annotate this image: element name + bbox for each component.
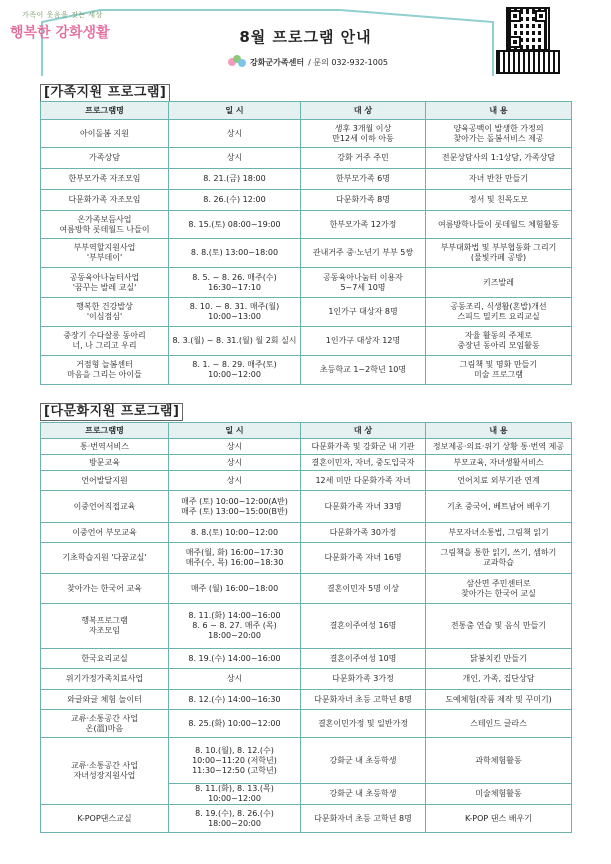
cell-line: 결혼이민가정 및 일반가정 [317,718,409,728]
table-header-row [41,423,572,439]
cell-line: 강화군 내 초등학생 [329,755,397,765]
cell-line: 10:00~12:00 [208,370,261,379]
content-cell [426,523,572,543]
cell-line: 결혼이주여성 10명 [329,653,397,663]
cell-line: 중장기 수다살롱 동아리 [63,331,146,340]
cell-line: 다문화가족 자녀 16명 [324,553,402,562]
cell-line: 그림책 및 명화 만들기 [459,360,538,369]
table-row [41,649,572,669]
cell-line: 한부모가족 12가정 [329,219,397,229]
table-row [41,738,572,784]
cell-line: 그림책을 통한 읽기, 쓰기, 셈하기 [440,548,557,557]
program-name-cell [41,471,169,491]
cell-line: 5~7세 10명 [340,282,386,292]
col-header-time: 일 시 [169,423,301,439]
cell-line: 16:30~17:10 [208,282,261,292]
cell-line: 이중언어직접교육 [73,501,136,511]
target-cell [301,298,426,327]
target-cell [301,471,426,491]
target-cell [301,710,426,738]
program-name-cell [41,710,169,738]
brand-slogan: 가족이 웃음을 짓는 세상 [22,11,103,19]
table-row [41,190,572,211]
cell-line: 기초 중국어, 베트남어 배우기 [447,501,550,511]
target-cell [301,239,426,268]
cell-line: 다문화가족 8명 [335,195,390,204]
target-cell [301,327,426,356]
table-row [41,120,572,148]
family-section-title: [가족지원 프로그램] [40,84,170,102]
cell-line: 8. 3.(월) ~ 8. 31.(월) 월 2회 실시 [172,336,297,345]
cell-line: 다문화가족 자녀 33명 [324,501,402,511]
content-cell [426,211,572,239]
cell-line: 1인가구 대상자 8명 [328,307,398,316]
cell-line: 개인, 가족, 집단상담 [462,674,535,683]
program-name-cell [41,690,169,710]
cell-line: 8. 11.(화), 8. 13.(목) 10:00~12:00 [195,784,274,803]
cell-line: 한부모가족 자조모임 [68,174,141,183]
content-cell [426,491,572,523]
target-cell [301,169,426,190]
cell-line: 자녀 반찬 만들기 [468,174,529,183]
cell-line: 자율 활동의 주제로 [465,331,532,340]
cell-line: 8. 21.(금) 18:00 [203,174,266,183]
target-cell [301,604,426,649]
cell-line: 8. 5. ~ 8. 26. 매주(수) [192,272,277,282]
cell-line: 와글와글 체험 놀이터 [67,694,142,704]
time-cell [169,491,301,523]
time-cell [169,120,301,148]
target-cell [301,439,426,455]
content-cell [426,784,572,805]
cell-line: 8. 19.(수), 8. 26.(수) [195,808,274,818]
cell-line: 상시 [226,475,243,485]
table-row [41,710,572,738]
center-logo-icon [228,55,246,69]
time-cell [169,169,301,190]
table-row [41,327,572,356]
cell-line: 결혼이주여성 16명 [329,621,397,630]
program-name-cell [41,738,169,805]
target-cell [301,190,426,211]
cell-line: 자조모임 [89,626,120,635]
program-name-cell [41,190,169,211]
cell-line: 도예체험(작품 제작 및 꾸미기) [445,694,552,704]
target-cell [301,148,426,169]
cell-line: 다문화가족 3가정 [332,674,394,683]
content-cell [426,148,572,169]
program-name-cell [41,239,169,268]
time-cell [169,239,301,268]
cell-line: 정보제공·의료·위기 상황 통·번역 제공 [432,441,565,451]
cell-line: 닭봉치킨 만들기 [470,653,527,663]
cell-line: 강화군 내 초등학생 [329,789,397,798]
table-row [41,523,572,543]
program-name-cell [41,543,169,574]
program-name-cell [41,439,169,455]
time-cell [169,298,301,327]
table-row [41,491,572,523]
cell-line: 전통춤 연습 및 음식 만들기 [450,621,547,630]
page-header [0,0,611,80]
content-cell [426,649,572,669]
target-cell [301,211,426,239]
content-cell [426,543,572,574]
col-header-content: 내 용 [426,102,572,120]
table-row [41,805,572,833]
table-row [41,211,572,239]
program-name-cell [41,574,169,604]
program-name-cell [41,298,169,327]
cell-line: 방문교육 [89,457,120,467]
cell-line: 교류·소통공간 사업 [71,761,138,770]
target-cell [301,268,426,298]
cell-line: 공동육아나눔터사업 [69,272,140,282]
cell-line: 언어치료 외부기관 연계 [457,475,540,485]
cell-line: 교과학습 [483,558,514,567]
cell-line: 12세 미만 다문화가족 자녀 [315,475,411,485]
cell-line: 부모교육, 자녀생활서비스 [453,457,544,467]
cell-line: 매주(수, 목) 16:00~18:30 [185,558,284,567]
content-cell [426,268,572,298]
center-name: 강화군가족센터 [250,57,305,67]
cell-line: 매주 (토) 10:00~12:00(A반) [181,496,288,506]
content-cell [426,356,572,385]
cell-line: 8. 25.(화) 10:00~12:00 [188,718,281,728]
cell-line: 한국요리교실 [81,653,128,663]
cell-line: 공동육아나눔터 이용자 [323,272,403,282]
cell-line: 언어발달지원 [81,475,128,485]
content-cell [426,120,572,148]
cell-line: K-POP 댄스 배우기 [465,813,532,823]
time-cell [169,669,301,690]
table-row [41,268,572,298]
time-cell [169,439,301,455]
program-name-cell [41,356,169,385]
time-cell [169,148,301,169]
multicultural-section-title: [다문화지원 프로그램] [40,403,183,421]
content-cell [426,169,572,190]
target-cell [301,356,426,385]
cell-line: 공동조리, 식생활(혼밥)개선 [450,302,547,311]
cell-line: (물빛카페 공방) [470,253,527,262]
table-row [41,690,572,710]
content-cell [426,190,572,211]
target-cell [301,649,426,669]
time-cell [169,649,301,669]
cell-line: 미술체험활동 [475,789,522,798]
target-cell [301,805,426,833]
program-name-cell [41,169,169,190]
cell-line: 만12세 이하 아동 [332,133,394,143]
cell-line: 찾아가는 한국어 교육 [67,583,142,593]
table-row [41,148,572,169]
cell-line: 행복프로그램 [81,616,128,625]
cell-line: 결혼이민자 5명 이상 [327,583,399,593]
cell-line: 양육공백이 발생한 가정의 [453,123,544,133]
table-row [41,669,572,690]
content-cell [426,574,572,604]
time-cell [169,784,301,805]
target-cell [301,738,426,784]
cell-line: '부부데이' [86,253,123,262]
cell-line: 아이돌봄 지원 [80,128,129,138]
time-cell [169,455,301,471]
time-cell [169,574,301,604]
table-row [41,455,572,471]
cell-line: 여름방학 롯데월드 나들이 [59,224,150,234]
cell-line: 8. 10.(월), 8. 12.(수) [195,745,274,755]
target-cell [301,574,426,604]
cell-line: 매주 (월) 16:00~18:00 [190,583,279,593]
cell-line: 상시 [226,457,243,467]
cell-line: 8. 8.(토) 13:00~18:00 [190,248,279,257]
cell-line: 8. 1. ~ 8. 29. 매주(토) [192,360,277,369]
col-header-time: 일 시 [169,102,301,120]
cell-line: 상시 [226,441,243,451]
cell-line: 온가족보듬사업 [77,214,132,224]
target-cell [301,523,426,543]
cell-line: 매주 (토) 13:00~15:00(B반) [181,506,288,516]
cell-line: 상시 [226,674,243,683]
cell-line: 상시 [226,128,243,138]
cell-line: 마음을 그리는 아이들 [67,370,142,379]
cell-line: 과학체험활동 [475,755,522,765]
content-cell [426,239,572,268]
cell-line: 18:00~20:00 [208,818,261,828]
cell-line: 다문화자녀 초등 고학년 8명 [314,813,412,823]
cell-line: 정서 및 친목도모 [468,195,529,204]
contact-number: / 문의 032-932-1005 [308,57,389,67]
cell-line: 부부대화법 및 부부협동화 그리기 [440,243,557,252]
cell-line: 자녀성장지원사업 [73,771,136,780]
cell-line: 가족상담 [89,153,120,162]
program-name-cell [41,491,169,523]
time-cell [169,523,301,543]
table-row [41,239,572,268]
center-info [228,55,388,69]
program-name-cell [41,805,169,833]
cell-line: 11:30~12:50 (고학년) [192,765,277,775]
cell-line: 기초학습지원 '다꿈교실' [62,553,147,562]
table-row [41,543,572,574]
time-cell [169,471,301,491]
table-row [41,471,572,491]
cell-line: 찾아가는 돌봄서비스 제공 [453,133,544,143]
cell-line: 부부역할지원사업 [73,243,136,252]
time-cell [169,327,301,356]
target-cell [301,669,426,690]
target-cell [301,543,426,574]
cell-line: 중장년 동아리 모임활동 [457,341,540,350]
cell-line: 8. 12.(수) 14:00~16:30 [188,694,281,704]
cell-line: 한부모가족 6명 [335,174,390,183]
target-cell [301,491,426,523]
cell-line: 위기가정가족치료사업 [65,674,144,683]
col-header-content: 내 용 [426,423,572,439]
program-name-cell [41,455,169,471]
content-cell [426,604,572,649]
time-cell [169,690,301,710]
content-cell [426,298,572,327]
cell-line: 상시 [226,153,243,162]
target-cell [301,120,426,148]
program-name-cell [41,148,169,169]
content-cell [426,439,572,455]
cell-line: 관내거주 중·노년기 부부 5쌍 [312,248,414,257]
content-cell [426,455,572,471]
multicultural-program-table [40,422,572,833]
time-cell [169,211,301,239]
cell-line: 초등학교 1~2학년 10명 [319,365,407,374]
cell-line: 다문화가족 30가정 [329,527,397,537]
cell-line: 결혼이민자, 자녀, 중도입국자 [311,457,415,467]
program-name-cell [41,669,169,690]
table-row [41,574,572,604]
col-header-target: 대 상 [301,102,426,120]
cell-line: 부모자녀소통법, 그림책 읽기 [448,527,549,537]
cell-line: 8. 19.(수) 14:00~16:00 [188,653,281,663]
target-cell [301,690,426,710]
cell-line: K-POP댄스교실 [77,813,132,823]
cell-line: 8. 10. ~ 8. 31. 매주(월) [189,302,280,311]
program-name-cell [41,120,169,148]
qr-code-icon[interactable] [506,7,550,51]
table-header-row [41,102,572,120]
cell-line: 이중언어 부모교육 [72,527,137,537]
cell-line: 여름방학나들이 롯데월드 체험활동 [437,219,559,229]
time-cell [169,805,301,833]
cell-line: 8. 8.(토) 10:00~12:00 [190,527,279,537]
cell-line: 8. 15.(토) 08:00~19:00 [188,219,281,229]
content-cell [426,327,572,356]
cell-line: 행복한 건강밥상 [76,302,133,311]
time-cell [169,543,301,574]
table-row [41,439,572,455]
cell-line: 온(溫)마음 [85,723,124,733]
cell-line: 거점형 늘봄센터 [76,360,133,369]
cell-line: 8. 6 ~ 8. 27. 매주 (목) [192,621,277,630]
program-name-cell [41,268,169,298]
program-name-cell [41,523,169,543]
time-cell [169,710,301,738]
content-cell [426,710,572,738]
cell-line: 강화 거주 주민 [337,153,389,162]
time-cell [169,356,301,385]
cell-line: 키즈발레 [483,277,514,287]
cell-line: 교류·소통공간 사업 [71,713,138,723]
time-cell [169,738,301,784]
target-cell [301,455,426,471]
content-cell [426,471,572,491]
qr-code-lower [496,50,560,74]
cell-line: 생후 3개월 이상 [334,123,392,133]
cell-line: 다문화자녀 초등 고학년 8명 [314,694,412,704]
cell-line: 스테인드 글라스 [470,718,527,728]
cell-line: 8. 26.(수) 12:00 [203,195,266,204]
content-cell [426,738,572,784]
program-name-cell [41,649,169,669]
program-name-cell [41,327,169,356]
program-name-cell [41,604,169,649]
cell-line: 다문화가족 자조모임 [68,195,141,204]
table-row [41,169,572,190]
cell-line: 1인가구 대상자 12명 [325,336,401,345]
cell-line: 18:00~20:00 [208,631,261,640]
cell-line: 매주(월, 화) 16:00~17:30 [185,548,284,557]
cell-line: 통·번역서비스 [80,441,129,451]
target-cell [301,784,426,805]
cell-line: 너, 나 그리고 우리 [72,341,137,350]
cell-line: 삼산면 주민센터로 [466,578,531,588]
cell-line: 10:00~11:20 (저학년) [192,755,277,765]
cell-line: '꿈꾸는 발레 교실' [72,282,137,292]
table-row [41,356,572,385]
content-cell [426,669,572,690]
time-cell [169,604,301,649]
cell-line: '이심점심' [86,312,123,321]
program-name-cell [41,211,169,239]
cell-line: 찾아가는 한국어 교실 [461,588,536,598]
cell-line: 전문상담사의 1:1상담, 가족상담 [441,153,556,162]
table-row [41,604,572,649]
cell-line: 다문화가족 및 강화군 내 기관 [311,441,415,451]
cell-line: 스피드 밀키트 요리교실 [457,312,540,321]
brand-name: 행복한 강화생활 [10,25,110,41]
content-cell [426,690,572,710]
col-header-program: 프로그램명 [41,423,169,439]
cell-line: 8. 11.(화) 14:00~16:00 [188,611,281,620]
col-header-target: 대 상 [301,423,426,439]
page-title: 8월 프로그램 안내 [239,28,372,46]
family-program-table [40,101,572,385]
time-cell [169,190,301,211]
cell-line: 미술 프로그램 [474,370,523,379]
col-header-program: 프로그램명 [41,102,169,120]
time-cell [169,268,301,298]
cell-line: 10:00~13:00 [208,312,261,321]
content-cell [426,805,572,833]
table-row [41,298,572,327]
